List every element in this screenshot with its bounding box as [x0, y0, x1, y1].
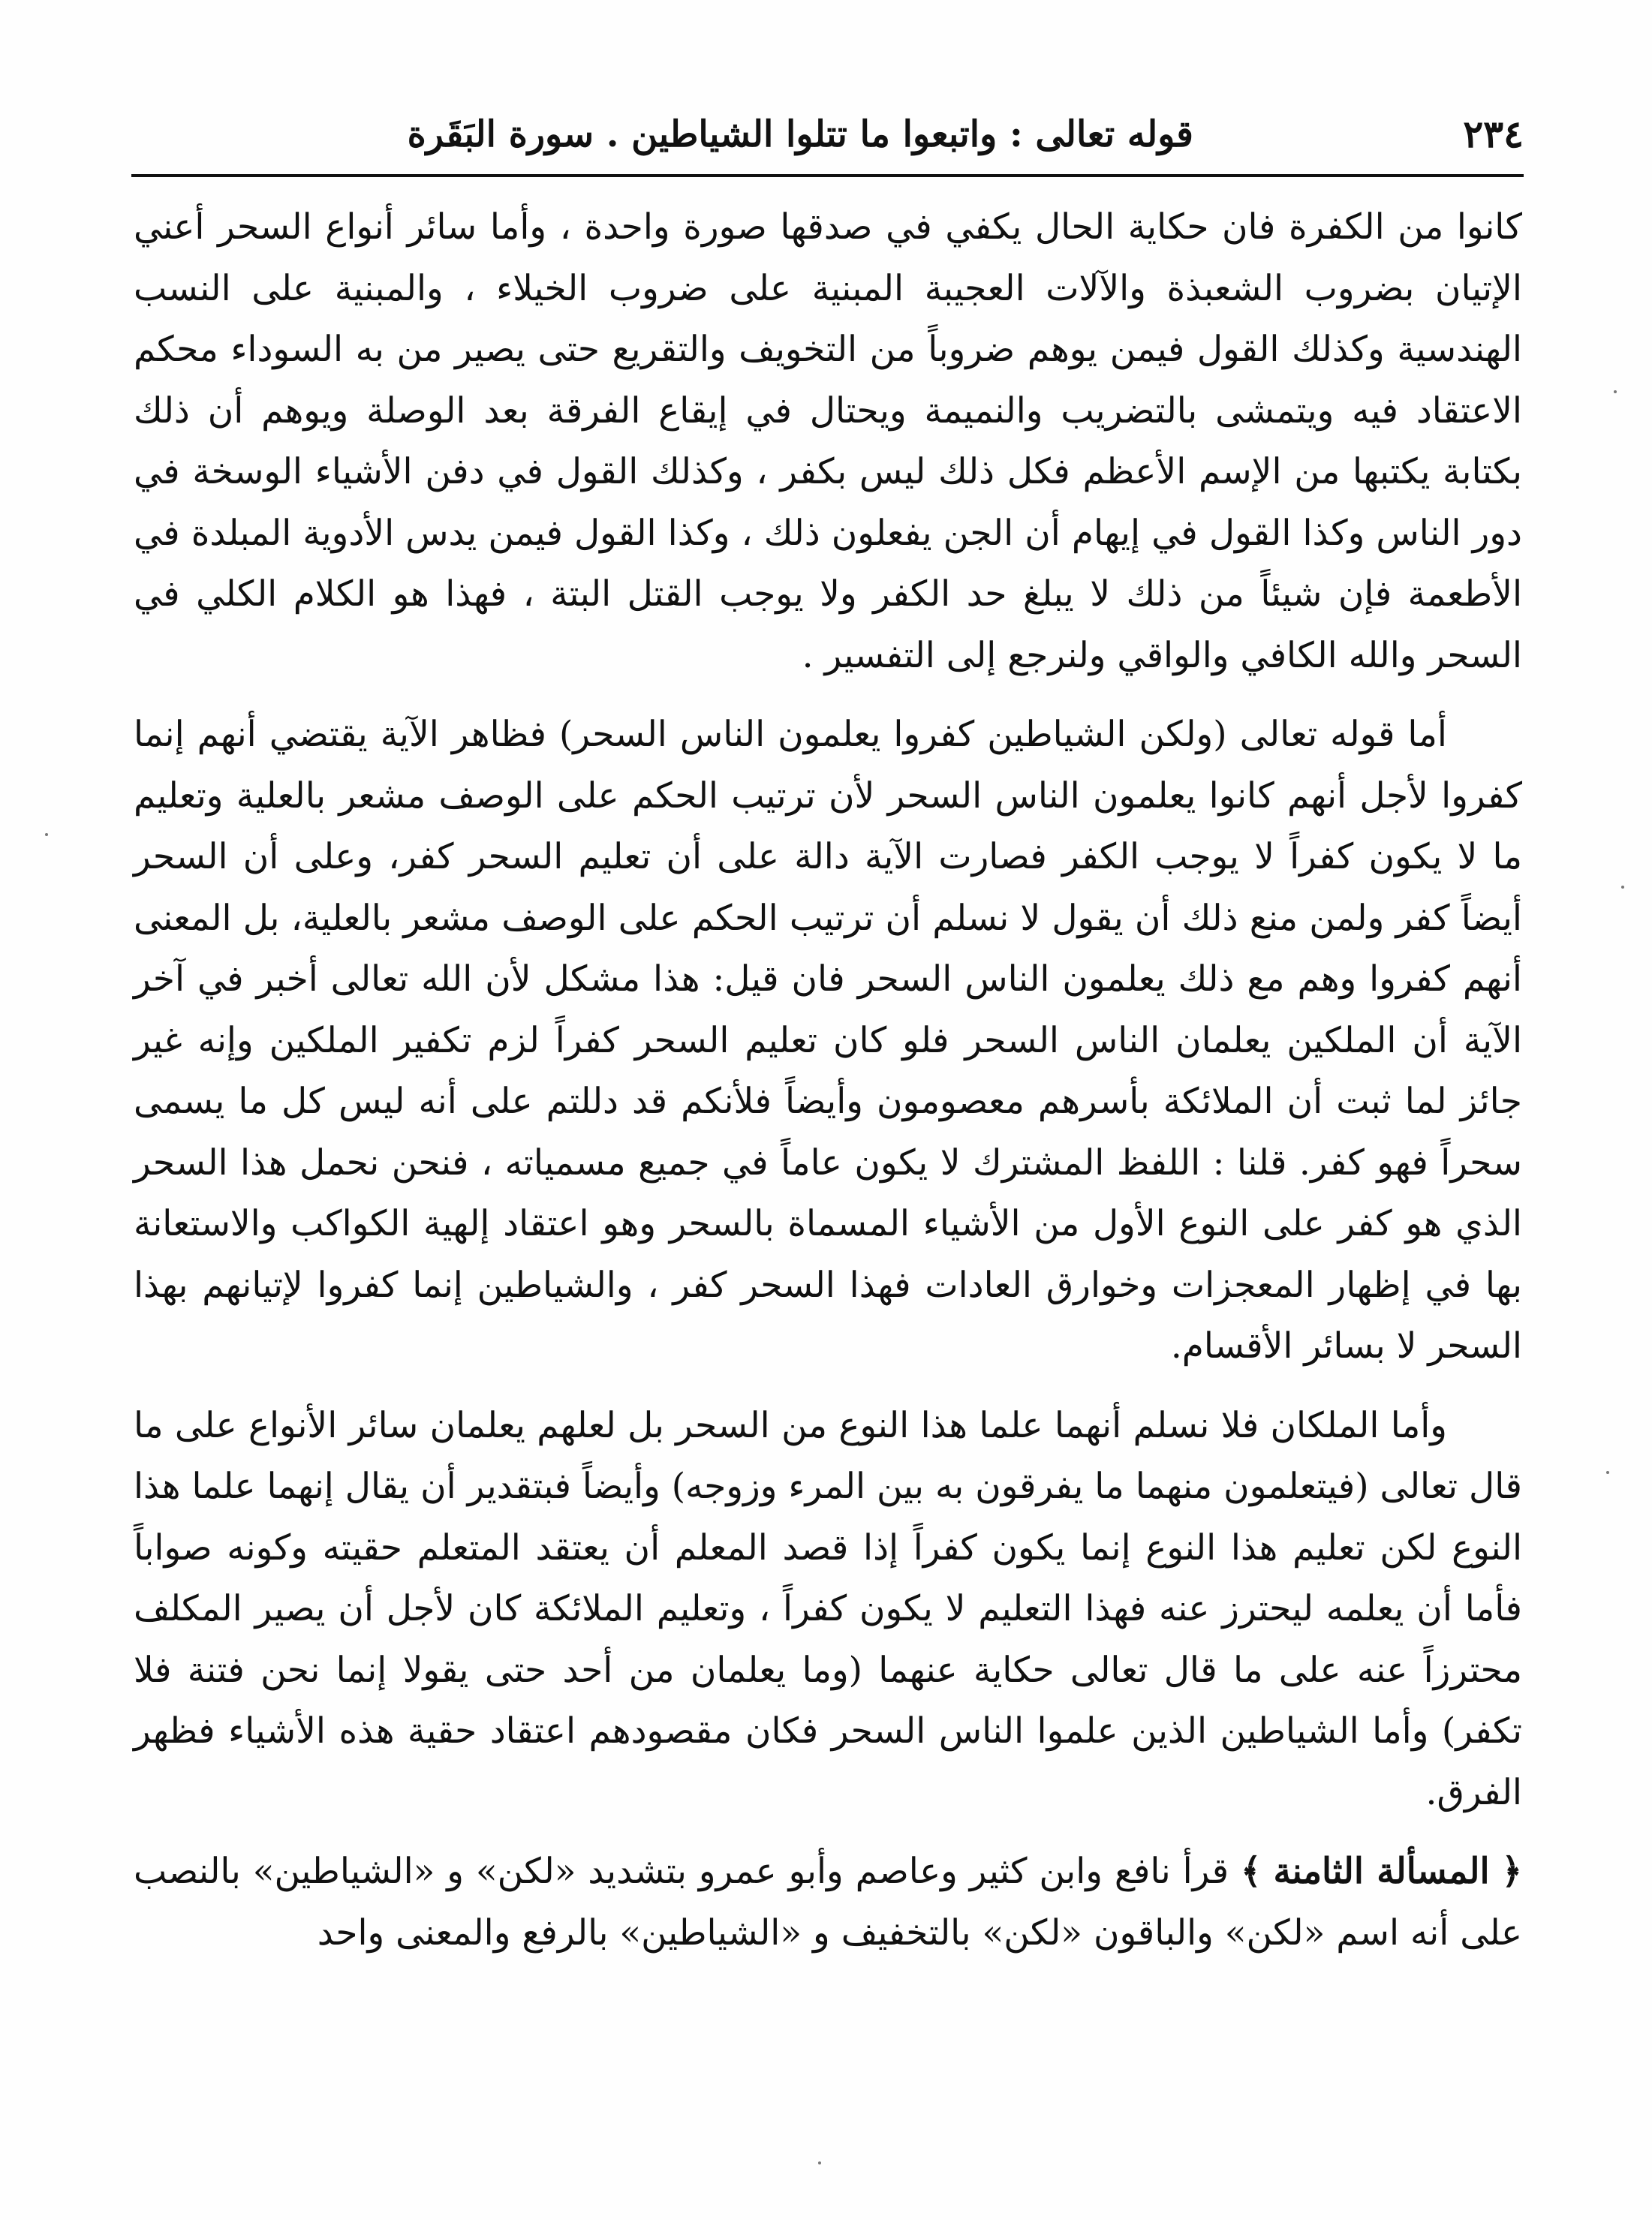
paragraph-2: أما قوله تعالى (ولكن الشياطين كفروا يعلمون الناس السحر) فظاهر الآية يقتضي أنهم إنما كفروا لأجل أنهم كانوا يعلمون الناس السحر لأن ترتيب الحكم على الوصف مشعر بالعلية وتعليم ما لا يكون كفراً لا يوجب الكفر فصارت الآية دالة على أن تعليم السحر كفر، وعلى أن السحر أيضاً كفر ولمن منع ذلك أن يقول لا نسلم أن ترتيب الحكم على الوصف مشعر بالعلية، بل المعنى أنهم كفروا وهم مع ذلك يعلمون الناس السحر فان قيل: هذا مشكل لأن الله تعالى أخبر في آخر الآية أن الملكين يعلمان الناس السحر فلو كان تعليم السحر كفراً لزم تكفير الملكين وإنه غير جائز لما ثبت أن الملائكة بأسرهم معصومون وأيضاً فلأنكم قد دللتم على أنه ليس كل ما يسمى سحراً فهو كفر. قلنا : اللفظ المشترك لا يكون عاماً في جميع مسمياته ، فنحن نحمل هذا السحر الذي هو كفر على النوع الأول من الأشياء المسماة بالسحر وهو اعتقاد إلهية الكواكب والاستعانة بها في إظهار المعجزات وخوارق العادات فهذا السحر كفر ، والشياطين إنما كفروا لإتيانهم بهذا السحر لا بسائر الأقسام.: [134, 714, 1522, 1367]
page-number: ٢٣٤: [1463, 112, 1524, 156]
heading-bracket-close: ﴾: [1241, 1851, 1262, 1892]
section-heading: المسألة الثامنة: [1273, 1851, 1490, 1892]
paragraph-3: وأما الملكان فلا نسلم أنهما علما هذا النوع من السحر بل لعلهم يعلمان سائر الأنواع على ما قال تعالى (فيتعلمون منهما ما يفرقون به بين المرء وزوجه) وأيضاً فبتقدير أن يقال إنهما علما هذا النوع لكن تعليم هذا النوع إنما يكون كفراً إذا قصد المعلم أن يعتقد المتعلم حقيته وكونه صواباً فأما أن يعلمه ليحترز عنه فهذا التعليم لا يكون كفراً ، وتعليم الملائكة كان لأجل أن يصير المكلف محترزاً عنه على ما قال تعالى حكاية عنهما (وما يعلمان من أحد حتى يقولا إنما نحن فتنة فلا تكفر) وأما الشياطين الذين علموا الناس السحر فكان مقصودهم اعتقاد حقية هذه الأشياء فظهر الفرق.: [134, 1404, 1522, 1813]
scan-speck: [1614, 390, 1617, 393]
page-header: [131, 98, 1524, 170]
paragraph-1: كانوا من الكفرة فان حكاية الحال يكفي في صدقها صورة واحدة ، وأما سائر أنواع السحر أعني الإتيان بضروب الشعبذة والآلات العجيبة المبنية على ضروب الخيلاء ، والمبنية على النسب الهندسية وكذلك القول فيمن يوهم ضروباً من التخويف والتقريع حتى يصير من به السوداء محكم الاعتقاد فيه ويتمشى بالتضريب والنميمة ويحتال في إيقاع الفرقة بعد الوصلة ويوهم أن ذلك بكتابة يكتبها من الإسم الأعظم فكل ذلك ليس بكفر ، وكذلك القول في دفن الأشياء الوسخة في دور الناس وكذا القول في إيهام أن الجن يفعلون ذلك ، وكذا القول فيمن يدس الأدوية المبلدة في الأطعمة فإن شيئاً من ذلك لا يبلغ حد الكفر ولا يوجب القتل البتة ، فهذا هو الكلام الكلي في السحر والله الكافي والواقي ولنرجع إلى التفسير .: [134, 206, 1522, 676]
scan-speck: [1606, 1471, 1609, 1474]
running-title: قوله تعالى : واتبعوا ما تتلوا الشياطين . سورة البَقَرة: [407, 113, 1193, 155]
header-rule: [131, 174, 1524, 177]
paragraph-4-text: قرأ نافع وابن كثير وعاصم وأبو عمرو بتشديد «لكن» و «الشياطين» بالنصب على أنه اسم «لكن» والباقون «لكن» بالتخفيف و «الشياطين» بالرفع والمعنى واحد: [134, 1851, 1522, 1954]
scan-speck: [818, 2161, 821, 2164]
scan-speck: [45, 833, 48, 836]
heading-bracket-open: ﴿: [1501, 1851, 1522, 1892]
body-text: [134, 197, 1522, 1963]
scan-speck: [1621, 886, 1624, 889]
paragraph-4: [134, 1841, 1522, 1963]
